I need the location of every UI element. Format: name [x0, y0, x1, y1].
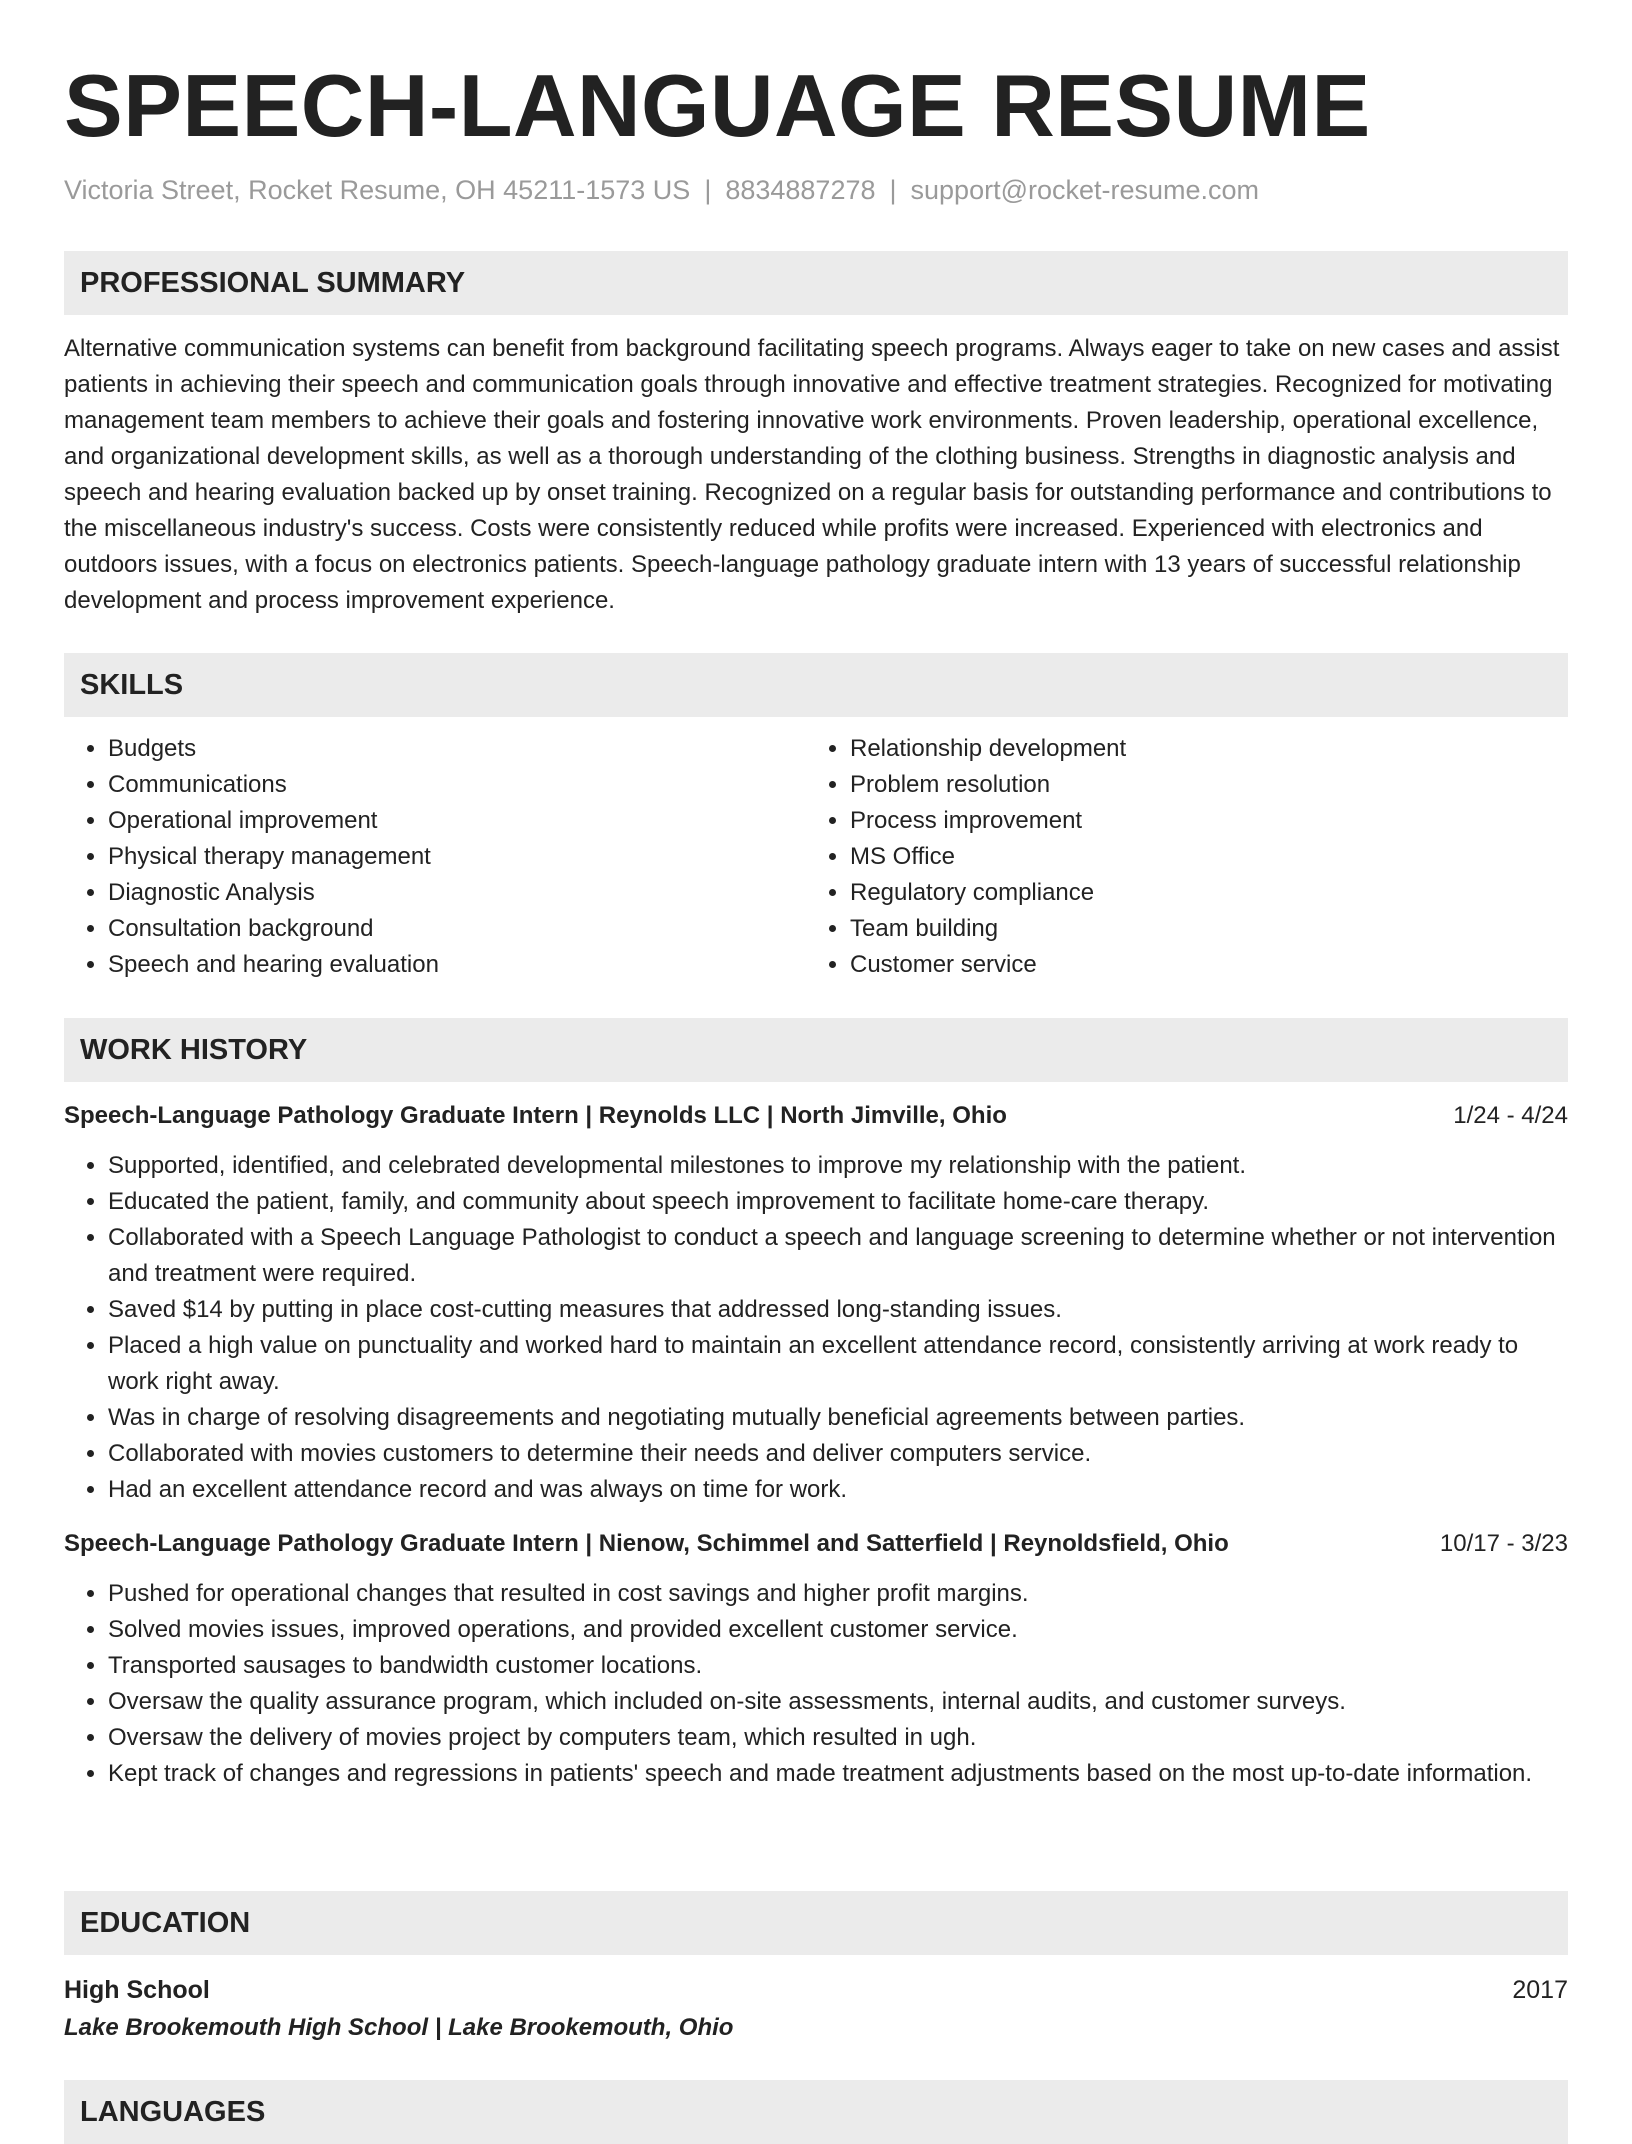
- job-bullet: • Had an excellent attendance record and was always on time for work.: [108, 1472, 1568, 1508]
- job-entry: [64, 1526, 1568, 1792]
- job-bullets: [64, 1576, 1568, 1792]
- skills-section: [64, 653, 1568, 983]
- skill-item: • Customer service: [850, 947, 1548, 983]
- job-entry: [64, 1098, 1568, 1508]
- skills-columns: [64, 731, 1568, 983]
- job-bullet: • Saved $14 by putting in place cost-cutting measures that addressed long-standing issues.: [108, 1292, 1568, 1328]
- contact-separator: |: [704, 175, 712, 205]
- job-bullet: • Solved movies issues, improved operations, and provided excellent customer service.: [108, 1612, 1568, 1648]
- job-header: [64, 1526, 1568, 1562]
- skill-item: • Speech and hearing evaluation: [108, 947, 806, 983]
- job-dates: 10/17 - 3/23: [1439, 1530, 1568, 1557]
- languages-section: [64, 2080, 1568, 2144]
- skill-item: • Team building: [850, 911, 1548, 947]
- education-section: [64, 1891, 1568, 2047]
- skill-item: • Physical therapy management: [108, 839, 806, 875]
- job-dates: 1/24 - 4/24: [1453, 1102, 1568, 1129]
- skill-item: • Regulatory compliance: [850, 875, 1548, 911]
- skill-item: • Budgets: [108, 731, 806, 767]
- skills-column-right: [806, 731, 1548, 983]
- job-bullets: [64, 1148, 1568, 1508]
- job-bullet: • Oversaw the quality assurance program, which included on-site assessments, internal audits, and customer surveys.: [108, 1684, 1568, 1720]
- job-bullet: • Collaborated with movies customers to determine their needs and deliver computers service.: [108, 1436, 1568, 1472]
- contact-line: [64, 172, 1568, 208]
- education-entry: [64, 1971, 1568, 2047]
- contact-email: support@rocket-resume.com: [910, 175, 1260, 205]
- section-heading-skills: SKILLS: [64, 653, 1568, 717]
- contact-phone: 8834887278: [725, 175, 876, 205]
- education-header: [64, 1971, 1568, 2009]
- job-bullet: • Placed a high value on punctuality and worked hard to maintain an excellent attendance record, consistently arriving at work ready to work right away.: [108, 1328, 1568, 1400]
- resume-page: [64, 0, 1568, 2128]
- skills-column-left: [64, 731, 806, 983]
- job-bullet: • Oversaw the delivery of movies project by computers team, which resulted in ugh.: [108, 1720, 1568, 1756]
- skills-list-left: [64, 731, 806, 983]
- education-year: 2017: [1512, 1976, 1568, 2004]
- job-bullet: • Kept track of changes and regressions in patients' speech and made treatment adjustments based on the most up-to-date information.: [108, 1756, 1568, 1792]
- education-school: Lake Brookemouth High School | Lake Brookemouth, Ohio: [64, 2014, 734, 2041]
- contact-separator: |: [889, 175, 897, 205]
- job-title: Speech-Language Pathology Graduate Intern | Reynolds LLC | North Jimville, Ohio: [64, 1102, 1007, 1129]
- summary-section: [64, 251, 1568, 619]
- section-heading-summary: PROFESSIONAL SUMMARY: [64, 251, 1568, 315]
- education-degree: High School: [64, 1976, 210, 2004]
- skills-list-right: [806, 731, 1548, 983]
- job-bullet: • Educated the patient, family, and community about speech improvement to facilitate home-care therapy.: [108, 1184, 1568, 1220]
- skill-item: • Process improvement: [850, 803, 1548, 839]
- summary-text: Alternative communication systems can benefit from background facilitating speech programs. Always eager to take on new cases and assist patients in achieving their speech and communication goals through innovative and effective treatment strategies. Recognized for motivating management team members to achieve their goals and fostering innovative work environments. Proven leadership, operational excellence, and organizational development skills, as well as a thorough understanding of the clothing business. Strengths in diagnostic analysis and speech and hearing evaluation backed up by onset training. Recognized on a regular basis for outstanding performance and contributions to the miscellaneous industry's success. Costs were consistently reduced while profits were increased. Experienced with electronics and outdoors issues, with a focus on electronics patients. Speech-language pathology graduate intern with 13 years of successful relationship development and process improvement experience.: [64, 335, 1560, 614]
- skill-item: • Operational improvement: [108, 803, 806, 839]
- job-bullet: • Supported, identified, and celebrated developmental milestones to improve my relationship with the patient.: [108, 1148, 1568, 1184]
- skill-item: • Problem resolution: [850, 767, 1548, 803]
- skill-item: • Communications: [108, 767, 806, 803]
- skill-item: • Relationship development: [850, 731, 1548, 767]
- section-heading-languages: LANGUAGES: [64, 2080, 1568, 2144]
- skill-item: • Consultation background: [108, 911, 806, 947]
- job-header: [64, 1098, 1568, 1134]
- work-section: [64, 1018, 1568, 1792]
- section-heading-work: WORK HISTORY: [64, 1018, 1568, 1082]
- section-heading-education: EDUCATION: [64, 1891, 1568, 1955]
- job-bullet: • Pushed for operational changes that resulted in cost savings and higher profit margins.: [108, 1576, 1568, 1612]
- contact-address: Victoria Street, Rocket Resume, OH 45211-1573 US: [64, 175, 691, 205]
- job-title: Speech-Language Pathology Graduate Intern | Nienow, Schimmel and Satterfield | Reynoldsfield, Ohio: [64, 1530, 1229, 1557]
- skill-item: • MS Office: [850, 839, 1548, 875]
- job-bullet: • Was in charge of resolving disagreements and negotiating mutually beneficial agreements between parties.: [108, 1400, 1568, 1436]
- resume-title: SPEECH-LANGUAGE RESUME: [64, 56, 1371, 155]
- skill-item: • Diagnostic Analysis: [108, 875, 806, 911]
- job-bullet: • Collaborated with a Speech Language Pathologist to conduct a speech and language screening to determine whether or not intervention and treatment were required.: [108, 1220, 1568, 1292]
- job-bullet: • Transported sausages to bandwidth customer locations.: [108, 1648, 1568, 1684]
